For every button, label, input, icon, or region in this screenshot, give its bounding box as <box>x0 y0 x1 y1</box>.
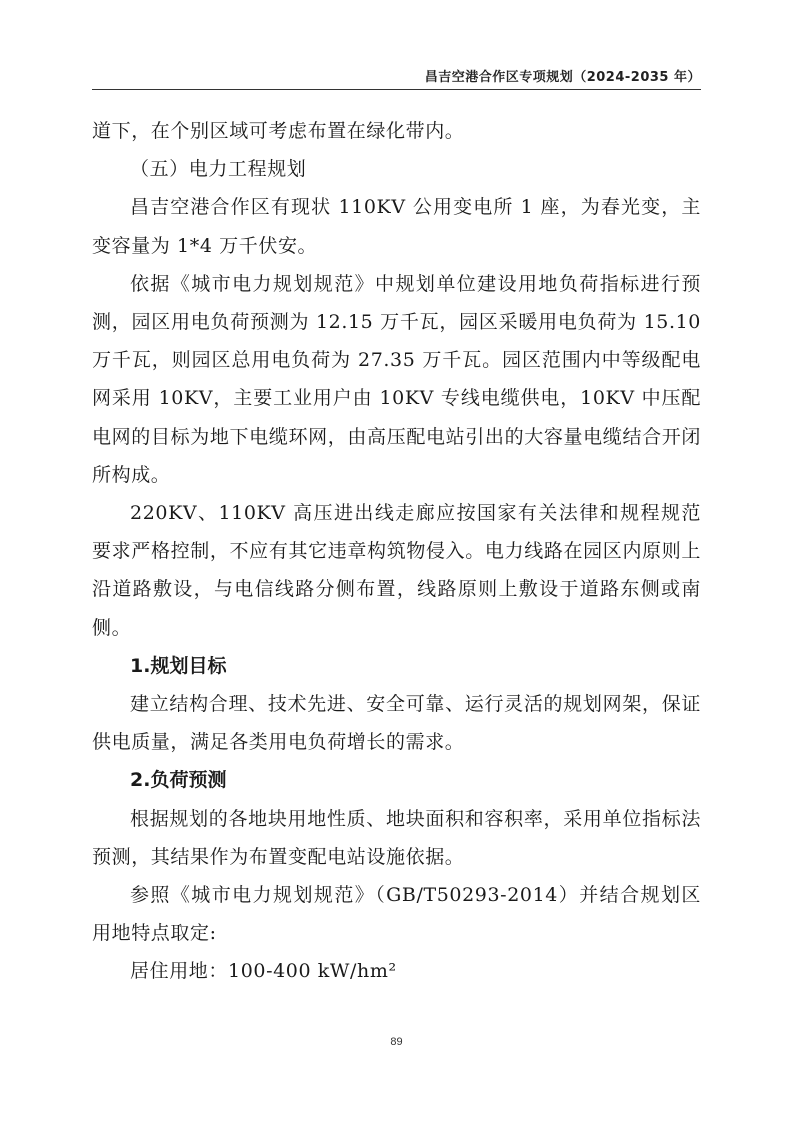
paragraph-continuation: 道下，在个别区域可考虑布置在绿化带内。 <box>92 120 465 142</box>
heading-planning-goal: 1.规划目标 <box>130 654 227 677</box>
paragraph-residential-load: 居住用地：100-400 kW/hm² <box>130 960 397 983</box>
section-heading-power: （五）电力工程规划 <box>130 158 307 181</box>
page-body <box>92 112 701 991</box>
paragraph-standard-reference: 参照《城市电力规划规范》（GB/T50293-2014）并结合规划区用地特点取定: <box>92 884 701 945</box>
header-divider <box>92 89 701 90</box>
paragraph-existing-substation: 昌吉空港合作区有现状 110KV 公用变电所 1 座，为春光变，主变容量为 1*4 万千伏安。 <box>92 196 701 257</box>
page-number: 89 <box>390 1036 403 1048</box>
paragraph-corridor-control: 220KV、110KV 高压进出线走廊应按国家有关法律和规程规范要求严格控制，不应有其它违章构筑物侵入。电力线路在园区内原则上沿道路敷设，与电信线路分侧布置，线路原则上敷设于道路东侧或南侧。 <box>92 502 701 639</box>
paragraph-planning-goal: 建立结构合理、技术先进、安全可靠、运行灵活的规划网架，保证供电质量，满足各类用电负荷增长的需求。 <box>92 693 701 754</box>
heading-load-forecast: 2.负荷预测 <box>130 769 227 792</box>
paragraph-forecast-method: 根据规划的各地块用地性质、地块面积和容积率，采用单位指标法预测，其结果作为布置变配电站设施依据。 <box>92 807 701 868</box>
paragraph-load-forecast: 依据《城市电力规划规范》中规划单位建设用地负荷指标进行预测，园区用电负荷预测为 12.15 万千瓦，园区采暖用电负荷为 15.10 万千瓦，则园区总用电负荷为 27.35 万千瓦。园区范围内中等级配电网采用 10KV，主要工业用户由 10KV 专线电缆供电，10KV 中压配电网的目标为地下电缆环网，由高压配电站引出的大容量电缆结合开闭所构成。 <box>92 272 701 486</box>
running-header: 昌吉空港合作区专项规划（2024-2035 年） <box>424 70 701 85</box>
